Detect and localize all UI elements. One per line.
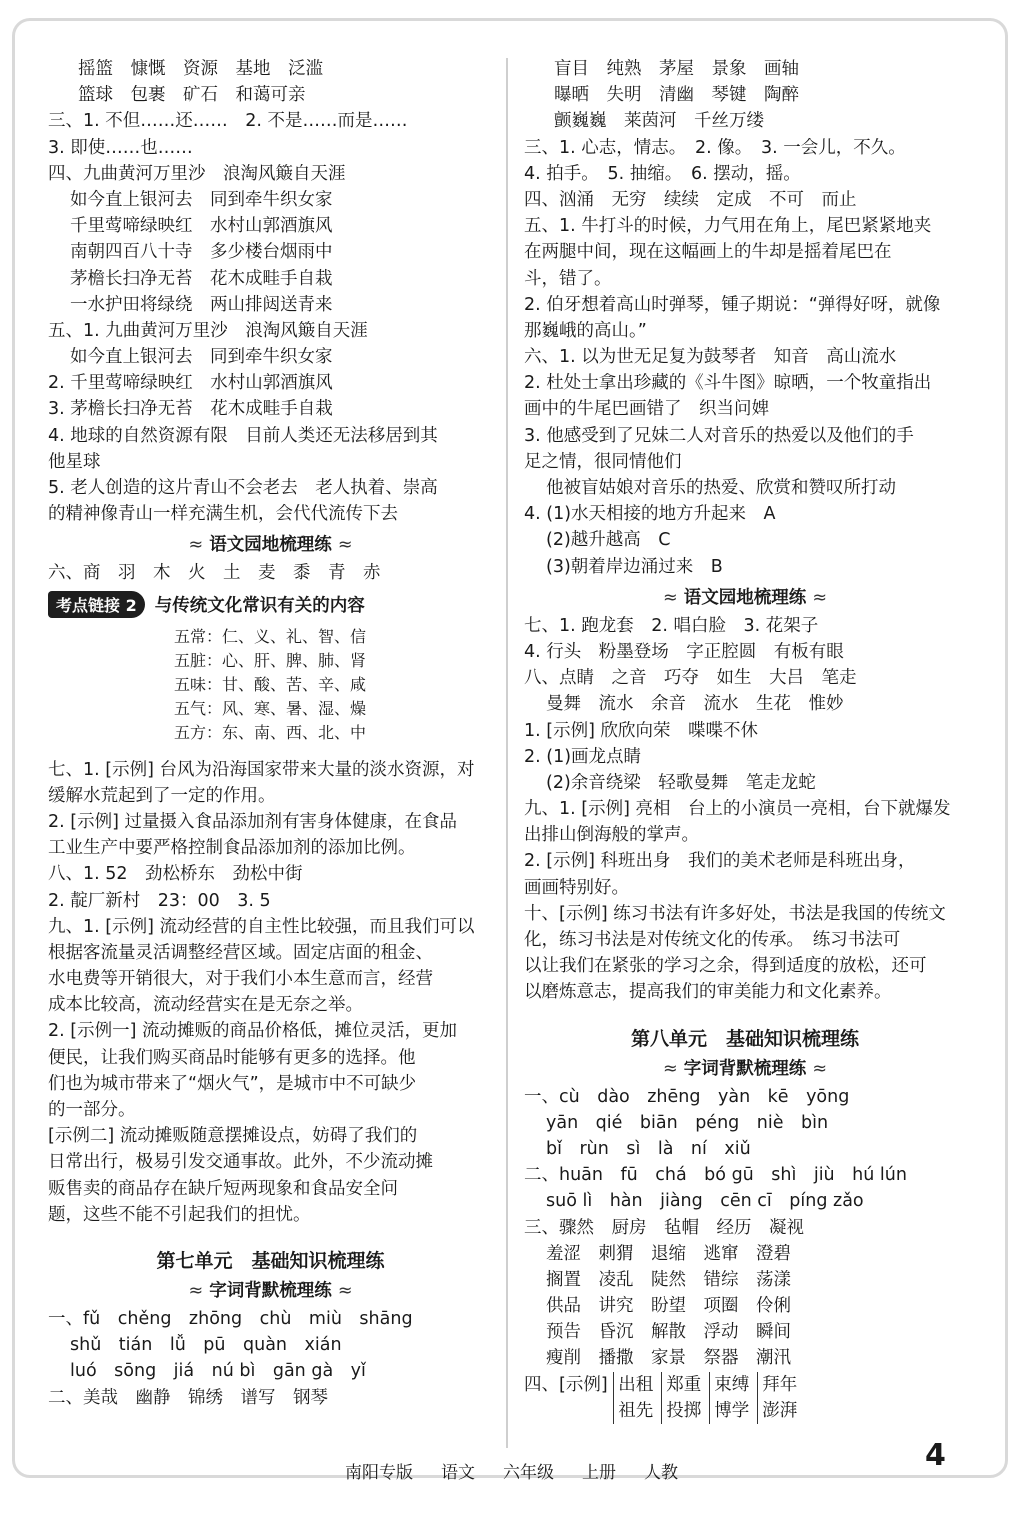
answer-line: (2)余音绕梁 轻歌曼舞 笔走龙蛇: [546, 772, 816, 793]
culture-table-row: 五常：仁、义、礼、智、信: [174, 626, 367, 646]
answer-line: 曝晒 失明 清幽 琴键 陶醉: [554, 85, 799, 106]
right-mid-block: [524, 613, 966, 1006]
answer-line: 七、1. 跑龙套 2. 唱白脸 3. 花架子: [524, 615, 819, 636]
answer-line: bǐ rùn sì là ní xiǔ: [546, 1138, 751, 1159]
answer-line: 在两腿中间，现在这幅画上的牛却是摇着尾巴在: [524, 242, 892, 263]
answer-four-row: 四、[示例] 出租 祖先 郑重 投掷 束缚 博学 拜年 澎湃: [524, 1372, 966, 1426]
answer-line: 工业生产中要严格控制食品添加剂的添加比例。: [48, 838, 416, 859]
answer-line: 2. 千里莺啼绿映红 水村山郭酒旗风: [48, 373, 333, 394]
word-pair-box: [709, 1372, 749, 1424]
answer-line: 五、1. 九曲黄河万里沙 浪淘风簸自天涯: [48, 320, 368, 341]
answer-line: 3. 茅檐长扫净无苔 花木成畦手自栽: [48, 399, 333, 420]
footer-item: 六年级: [503, 1463, 554, 1483]
answer-line: 出排山倒海般的掌声。: [524, 825, 699, 846]
answer-line: 四、汹涌 无穷 续续 定成 不可 而止: [524, 189, 857, 210]
answer-line: 南朝四百八十寺 多少楼台烟雨中: [70, 242, 333, 263]
answer-line: 篮球 包裹 矿石 和蔼可亲: [78, 85, 306, 106]
answer-line: 四、九曲黄河万里沙 浪淘风簸自天涯: [48, 163, 346, 184]
section-heading-zici-right: ≈ 字词背默梳理练 ≈: [662, 1058, 828, 1079]
answer-line: 便民，让我们购买商品时能够有更多的选择。他: [48, 1047, 416, 1068]
culture-table-row: 五味：甘、酸、苦、辛、咸: [174, 674, 367, 694]
answer-line: 4. 地球的自然资源有限 目前人类还无法移居到其: [48, 425, 438, 446]
answer-line: 预告 昏沉 解散 浮动 瞬间: [546, 1322, 791, 1343]
answer-line: 2. (1)画龙点睛: [524, 746, 642, 767]
answer-line: 成本比较高，流动经营实在是无奈之举。: [48, 995, 363, 1016]
unit-8-title: 第八单元 基础知识梳理练: [630, 1027, 859, 1050]
answer-line: (3)朝着岸边涌过来 B: [546, 556, 723, 577]
answer-line: 九、1. [示例] 流动经营的自主性比较强，而且我们可以: [48, 916, 475, 937]
word-pair-item: 拜年: [762, 1374, 798, 1395]
answer-line: 题，这些不能不引起我们的担忧。: [48, 1204, 311, 1225]
answer-line: 供品 讲究 盼望 项圈 伶俐: [546, 1296, 791, 1317]
kaodian-badge: 考点链接 2: [48, 591, 145, 618]
answer-line: 五、1. 牛打斗的时候，力气用在角上，尾巴紧紧地夹: [524, 216, 932, 237]
left-column: [48, 56, 493, 1411]
answer-line: 水电费等开销很大，对于我们小本生意而言，经营: [48, 969, 433, 990]
answer-six-line: 六、商 羽 木 火 土 麦 黍 青 赤: [48, 563, 381, 584]
answer-line: 一、cù dào zhēng yàn kē yōng: [524, 1086, 850, 1107]
word-pair-item: 出租: [618, 1374, 654, 1395]
answer-line: 以磨炼意志，提高我们的审美能力和文化素养。: [524, 982, 892, 1003]
answer-line: 日常出行，极易引发交通事故。此外，不少流动摊: [48, 1152, 433, 1173]
culture-table-row: 五方：东、南、西、北、中: [174, 722, 367, 742]
answer-line: 以让我们在紧张的学习之余，得到适度的放松，还可: [524, 956, 927, 977]
answer-line: 4. 拍手。 5. 抽缩。 6. 摆动，摇。: [524, 163, 801, 184]
page-number: 4: [925, 1438, 946, 1473]
answer-line: 画中的牛尾巴画错了 织当问婢: [524, 399, 769, 420]
answer-line: 3. 即使……也……: [48, 137, 193, 158]
word-pair-item: 束缚: [714, 1374, 750, 1395]
culture-table: [48, 625, 493, 745]
answer-line: 4. 行头 粉墨登场 字正腔圆 有板有眼: [524, 641, 844, 662]
answer-line: 七、1. [示例] 台风为沿海国家带来大量的淡水资源，对: [48, 759, 475, 780]
answer-line: 的一部分。: [48, 1100, 136, 1120]
answer-line: 2. 伯牙想着高山时弹琴，锺子期说：“弹得好呀，就像: [524, 294, 941, 315]
answer-line: (2)越升越高 C: [546, 530, 671, 551]
left-top-block: [48, 56, 493, 527]
page-footer: [0, 1458, 1023, 1483]
column-divider: [506, 58, 508, 1448]
footer-item: 语文: [441, 1463, 475, 1483]
answer-line: 2. [示例一] 流动摊贩的商品价格低，摊位灵活，更加: [48, 1021, 457, 1042]
answer-line: suō lì hàn jiàng cēn cī píng zǎo: [546, 1191, 864, 1212]
pinyin-line: 一、fǔ chěng zhōng chù miù shāng: [48, 1308, 413, 1329]
right-top-block: [524, 56, 966, 580]
answer-line: 九、1. [示例] 亮相 台上的小演员一亮相，台下就爆发: [524, 799, 951, 820]
answer-line: 4. (1)水天相接的地方升起来 A: [524, 504, 776, 525]
answer-line: 八、点睛 之音 巧夺 如生 大吕 笔走: [524, 668, 857, 689]
answer-line: 1. [示例] 欣欣向荣 喋喋不休: [524, 720, 758, 741]
answer-line: 他被盲姑娘对音乐的热爱、欣赏和赞叹所打动: [546, 478, 896, 498]
section-heading-zici: ≈ 字词背默梳理练 ≈: [188, 1280, 353, 1301]
answer-line: 足之情，很同情他们: [524, 451, 682, 472]
culture-table-row: 五脏：心、肝、脾、肺、肾: [174, 650, 367, 670]
answer-line: 2. [示例] 科班出身 我们的美术老师是科班出身，: [524, 851, 916, 872]
answer-line: 缓解水荒起到了一定的作用。: [48, 785, 276, 806]
pinyin-line: luó sōng jiá nú bì gān gà yǐ: [70, 1361, 366, 1382]
section-heading-yuwen-yuandi-right: ≈ 语文园地梳理练 ≈: [662, 587, 828, 608]
kaodian-title: 与传统文化常识有关的内容: [154, 596, 365, 617]
answer-line: 千里莺啼绿映红 水村山郭酒旗风: [70, 216, 333, 237]
section-heading-yuwen-yuandi: ≈ 语文园地梳理练 ≈: [188, 535, 353, 556]
answer-line: 2. 靛厂新村 23：00 3. 5: [48, 890, 271, 911]
answer-line: 化，练习书法是对传统文化的传承。 练习书法可: [524, 930, 901, 950]
pinyin-line: 二、美哉 幽静 锦绣 谱写 钢琴: [48, 1387, 328, 1408]
answer-line: 如今直上银河去 同到牵牛织女家: [70, 347, 333, 368]
answer-line: 曼舞 流水 余音 流水 生花 惟妙: [546, 694, 844, 715]
answer-line: 三、骤然 厨房 毡帽 经历 凝视: [524, 1217, 804, 1238]
kaodian-heading: [48, 591, 493, 619]
answer-line: 贩售卖的商品存在缺斤短两现象和食品安全问: [48, 1178, 398, 1199]
culture-table-row: 五气：风、寒、暑、湿、燥: [174, 698, 367, 718]
answer-line: 如今直上银河去 同到牵牛织女家: [70, 189, 333, 210]
right-bottom-block: [524, 1084, 966, 1372]
answer-line: 八、1. 52 劲松桥东 劲松中街: [48, 864, 303, 885]
word-pair-item: 祖先: [618, 1400, 654, 1421]
answer-line: 2. 杜处士拿出珍藏的《斗牛图》晾晒，一个牧童指出: [524, 373, 932, 394]
answer-line: 斗，错了。: [524, 268, 612, 289]
word-pair-item: 澎湃: [762, 1400, 798, 1421]
answer-line: 颤巍巍 莱茵河 千丝万缕: [554, 111, 764, 132]
word-pair-item: 投掷: [666, 1400, 702, 1421]
answer-line: 盲目 纯熟 茅屋 景象 画轴: [554, 59, 799, 79]
answer-line: 那巍峨的高山。”: [524, 320, 647, 341]
footer-item: 南阳专版: [345, 1463, 413, 1483]
answer-line: 瘦削 播撒 家景 祭器 潮汛: [546, 1348, 791, 1369]
answer-line: 搁置 凌乱 陡然 错综 荡漾: [546, 1269, 791, 1290]
answer-line: yān qié biān péng niè bìn: [546, 1112, 829, 1133]
answer-line: 的精神像青山一样充满生机，会代代流传下去: [48, 504, 398, 525]
word-pair-item: 博学: [714, 1400, 750, 1421]
answer-line: 十、[示例] 练习书法有许多好处，书法是我国的传统文: [524, 903, 946, 924]
word-pair-box: [661, 1372, 701, 1424]
pinyin-line: shǔ tián lǚ pū quàn xián: [70, 1335, 342, 1356]
answer-line: 六、1. 以为世无足复为鼓琴者 知音 高山流水: [524, 347, 897, 368]
left-mid-block: [48, 757, 493, 1228]
answer-line: 根据客流量灵活调整经营区域。固定店面的租金、: [48, 942, 433, 963]
footer-item: 人教: [644, 1463, 678, 1483]
answer-line: 画画特别好。: [524, 877, 629, 898]
answer-line: 们也为城市带来了“烟火气”，是城市中不可缺少: [48, 1073, 417, 1094]
word-pair-item: 郑重: [666, 1374, 702, 1395]
right-column: [524, 56, 966, 1426]
unit-7-title: 第七单元 基础知识梳理练: [156, 1249, 385, 1272]
word-pair-box: [757, 1372, 797, 1424]
answer-line: 5. 老人创造的这片青山不会老去 老人执着、崇高: [48, 478, 438, 498]
answer-line: 3. 他感受到了兄妹二人对音乐的热爱以及他们的手: [524, 425, 914, 446]
answer-line: 一水护田将绿绕 两山排闼送青来: [70, 294, 333, 315]
answer-line: 2. [示例] 过量摄入食品添加剂有害身体健康，在食品: [48, 811, 457, 832]
word-pair-box: [613, 1372, 653, 1424]
answer-line: 三、1. 不但……还…… 2. 不是……而是……: [48, 111, 408, 132]
left-pinyin-block: [48, 1306, 493, 1411]
footer-item: 上册: [582, 1463, 616, 1483]
answer-line: 茅檐长扫净无苔 花木成畦手自栽: [70, 268, 333, 289]
answer-line: 摇篮 慷慨 资源 基地 泛滥: [78, 59, 323, 79]
answer-line: [示例二] 流动摊贩随意摆摊设点，妨碍了我们的: [48, 1126, 418, 1147]
answer-line: 二、huān fū chá bó gū shì jiù hú lún: [524, 1165, 907, 1186]
answer-line: 他星球: [48, 451, 101, 472]
answer-line: 三、1. 心志，情志。 2. 像。 3. 一会儿，不久。: [524, 137, 906, 158]
answer-line: 羞涩 刺猬 退缩 逃窜 澄碧: [546, 1243, 791, 1264]
